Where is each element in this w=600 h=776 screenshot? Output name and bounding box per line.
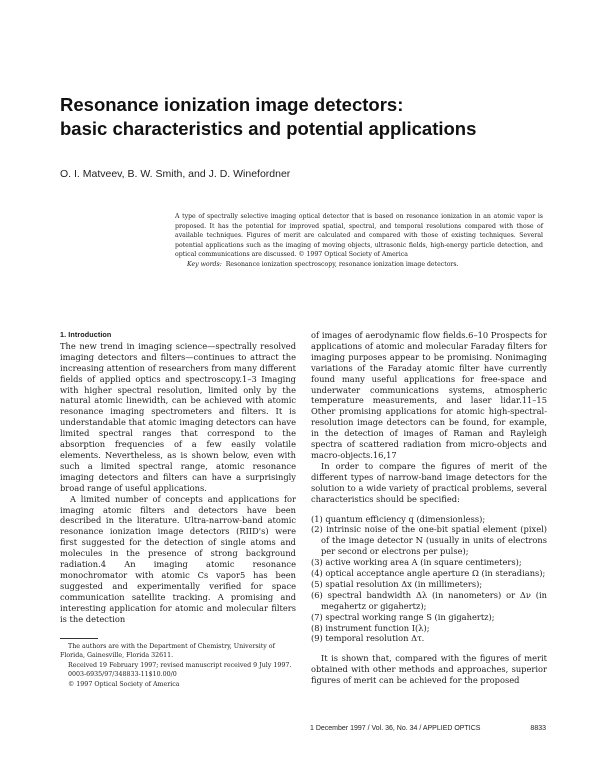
footnote-received: Received 19 February 1997; revised manuscript received 9 July 1997. <box>68 661 292 669</box>
title-line-2: basic characteristics and potential applications <box>60 118 477 139</box>
footnote-rule <box>60 638 98 639</box>
list-item: (9) temporal resolution Δτ. <box>311 633 425 644</box>
list-item: (6) spectral bandwidth Δλ (in nanometers) or Δν (in megahertz or gigahertz); <box>311 589 547 611</box>
abstract <box>175 212 543 270</box>
list-item: (8) instrument function I(λ); <box>311 622 430 633</box>
intro-paragraph-5: It is shown that, compared with the figures of merit obtained with other methods and approaches, superior figures of merit can be achieved for the proposed <box>311 653 547 686</box>
title-line-1: Resonance ionization image detectors: <box>60 94 404 115</box>
left-column <box>60 330 296 624</box>
characteristics-list <box>311 514 547 645</box>
page-number: 8833 <box>530 725 546 732</box>
list-item: (3) active working area A (in square centimeters); <box>311 557 522 568</box>
list-item: (2) intrinsic noise of the one-bit spatial element (pixel) of the image detector N (usually in units of electrons per second or electrons per pulse); <box>311 524 547 557</box>
list-item: (5) spatial resolution Δx (in millimeters); <box>311 578 483 589</box>
footnote-code: 0003-6935/97/348833-11$10.00/0 <box>68 671 177 679</box>
intro-paragraph-2: A limited number of concepts and applications for imaging atomic filters and detectors have been described in the literature. Ultra-narrow-band atomic resonance ionization image detectors (RIID's) were first suggested for the detection of single atoms and molecules in the presence of strong background radiation.4 An imaging atomic resonance monochromator with atomic Cs vapor5 has been suggested and experimentally verified for space communication satellite tracking. A promising and interesting application for atomic and molecular filters is the detection <box>60 493 296 624</box>
intro-paragraph-4: In order to compare the figures of merit of the different types of narrow-band image detectors for the solution to a wide variety of practical problems, several characteristics should be specified: <box>311 460 547 504</box>
footnote-affiliation: The authors are with the Department of Chemistry, University of Florida, Gainesville, Florida 32611. <box>60 643 275 660</box>
author-list: O. I. Matveev, B. W. Smith, and J. D. Winefordner <box>60 168 291 180</box>
list-item: (7) spectral working range S (in gigahertz); <box>311 611 495 622</box>
intro-paragraph-1: The new trend in imaging science—spectrally resolved imaging detectors and filters—continues to attract the increasing attention of researchers from many different fields of applied optics and spectroscopy.1–3 Imaging with higher spectral resolution, limited only by the natural atomic linewidth, can be achieved with atomic resonance imaging spectrometers and filters. It is understandable that atomic imaging detectors can have limited spectral ranges that correspond to the absorption frequencies of a few easily volatile elements. Nevertheless, as is shown below, even with such a limited spectral range, atomic resonance imaging detectors and filters can have a surprisingly broad range of useful applications. <box>60 340 296 493</box>
keywords-label: Key words: <box>187 260 222 268</box>
footnote-copyright: © 1997 Optical Society of America <box>68 680 180 688</box>
paper-title <box>60 93 560 141</box>
running-footer <box>310 725 546 732</box>
section-heading: 1. Introduction <box>60 330 112 339</box>
intro-paragraph-3: of images of aerodynamic flow fields.6–10 Prospects for applications of atomic and molecular Faraday filters for imaging purposes appear to be promising. Nonimaging variations of the Faraday atomic filter have currently found many useful applications for free-space and underwater communications systems, atmospheric temperature measurements, and laser lidar.11–15 Other promising applications for atomic high-spectral-resolution image detectors can be found, for example, in the detection of images of Raman and Rayleigh spectra of scattered radiation from micro-objects and macro-objects.16,17 <box>311 330 547 460</box>
keywords <box>175 260 543 270</box>
abstract-text: A type of spectrally selective imaging optical detector that is based on resonance ionization in an atomic vapor is proposed. It has the potential for improved spatial, spectral, and temporal resolutions compared with those of available techniques. Figures of merit are calculated and compared with those of existing techniques. Several potential applications such as the imaging of moving objects, ultrasonic fields, high-energy particle detection, and optical communications are discussed. © 1997 Optical Society of America <box>175 213 543 259</box>
keywords-text: Resonance ionization spectroscopy, resonance ionization image detectors. <box>225 260 459 268</box>
list-item: (4) optical acceptance angle aperture Ω (in steradians); <box>311 568 546 579</box>
list-item: (1) quantum efficiency q (dimensionless); <box>311 513 486 524</box>
footnote <box>60 642 300 689</box>
right-column <box>311 330 547 686</box>
journal-citation: 1 December 1997 / Vol. 36, No. 34 / APPLIED OPTICS <box>310 725 481 732</box>
